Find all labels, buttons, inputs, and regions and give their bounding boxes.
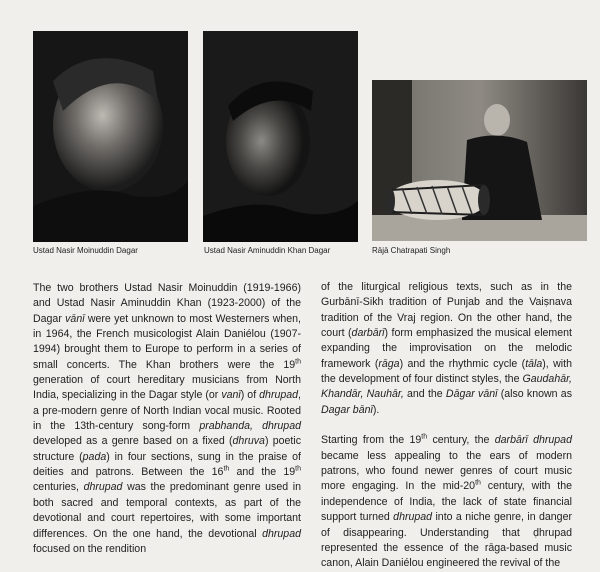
body-text-right-column [321,280,572,572]
photo-moinuddin-dagar [33,31,188,242]
portrait-image [203,31,358,242]
paragraph: Starting from the 19th century, the darbārī dhrupad became less appealing to the ears of modern patrons, who found newer genres of court music more engaging. In the mid-20th century, with the independence of India, the lack of state financial support turned dhrupad into a niche genre, in danger of disappearing. Understanding that ḍhrupad represented the essence of the rāga-based music canon, Alain Daniélou engineered the revival of the [321,433,572,570]
paragraph: The two brothers Ustad Nasir Moinuddin (1919-1966) and Ustad Nasir Aminuddin Khan (1923-2000) of the Dagar vānī were yet unknown to most Westerners when, in 1964, the French musicologist Alain Daniélou (1907-1994) brought them to Europe to perform in a series of small concerts. The Khan brothers were the 19th generation of court hereditary musicians from North India, specializing in the Dagar style (or vanī) of dhrupad, a pre-modern genre of North Indian vocal music. Rooted in the 13th-century song-form prabhanda, dhrupad developed as a genre based on a fixed (dhruva) poetic structure (pada) in four sections, sung in the praise of deities and patrons. Between the 16th and the 19th centuries, dhrupad was the predominant genre used in both sacred and temporal contexts, as part of the devotional and court repertoires, with some important differences. On the one hand, the devotional dhrupad focused on the rendition [33,282,302,555]
paragraph: of the liturgical religious texts, such as in the Gurbānī-Sikh tradition of Punjab and the Vaiṣnava tradition of the Vraj region. On the other hand, the court (darbārī) form emphasized the musical element expanding the improvisation on the melodic framework (rāga) and the rhythmic cycle (tāla), with the development of four distinct styles, the Gaudahār, Khandār, Nauhār, and the Dāgar vānī (also known as Dagar bānī). [321,281,572,416]
musician-with-pakhawaj-image [372,80,587,241]
caption-photo-3: Rājā Chatrapati Singh [372,246,451,255]
portrait-image [33,31,188,242]
photo-aminuddin-khan-dagar [203,31,358,242]
caption-photo-1: Ustad Nasir Moinuddin Dagar [33,246,138,255]
caption-photo-2: Ustad Nasir Aminuddin Khan Dagar [204,246,331,255]
body-text-left-column [33,281,301,557]
photo-raja-chatrapati-singh [372,80,587,241]
